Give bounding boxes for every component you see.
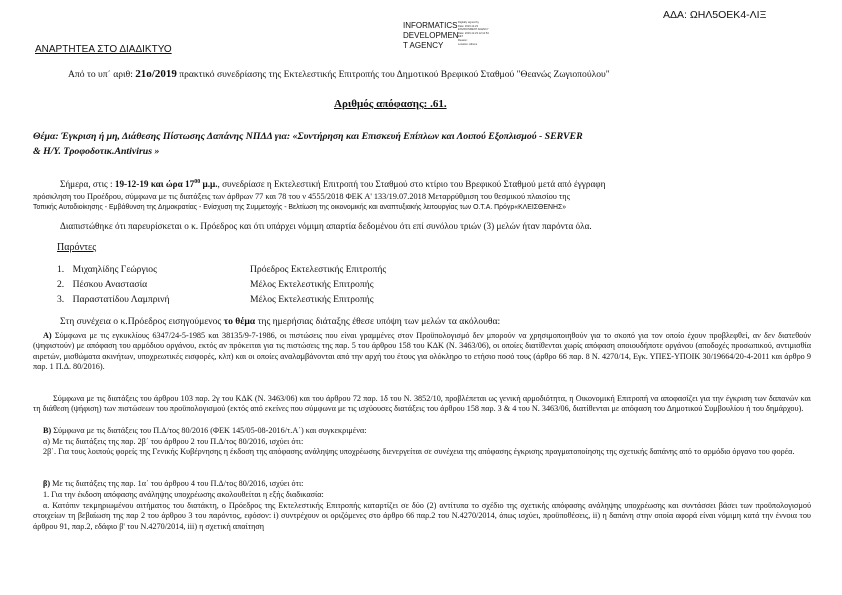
member-row — [57, 294, 170, 305]
para-b-text: Σύμφωνα με τις διατάξεις του άρθρου 103 παρ. 2γ του ΚΔΚ (Ν. 3463/06) και του άρθρου 72 παρ. 1δ του Ν. 3852/10, προβλέπεται ως γενική αρμοδιότητα, η Οικονομική Επιτροπή να αποφασίζει για την έγκριση των δαπανών και τη διάθεση (ψήφιση) των πιστώσεων του προϋπολογισμού (εκτός από εκείνες που σύμφωνα με τις ισχύουσες διατάξεις του άρθρου 158 παρ. 3 & 4 του Ν. 3463/06, διατίθενται με απόφαση του Δημοτικού Συμβουλίου ή του δημάρχου). — [33, 394, 811, 414]
digital-signature-stamp — [458, 21, 489, 46]
member-name: Μιχαηλίδης Γεώργιος — [72, 264, 157, 275]
stamp-line: Digitally signed by — [458, 21, 479, 24]
beta-text: Με τις διατάξεις της παρ. 1α΄ του άρθρου 4 του Π.Δ/τος 80/2016, ισχύει ότι: — [52, 479, 304, 488]
alpha-text: α) Με τις διατάξεις της παρ. 2β΄ του άρθρου 2 του Π.Δ/τος 80/2016, ισχύει ότι: — [43, 437, 304, 446]
beta-line — [33, 479, 811, 489]
ada-code: ΑΔΑ: ΩΗΛ5ΟΕΚ4-ΛΙΞ — [663, 9, 767, 21]
subject-label: Θέμα: — [33, 131, 59, 142]
alpha-line — [33, 437, 811, 447]
decision-number: .61. — [430, 98, 447, 110]
item-a — [33, 501, 811, 532]
alpha-paragraph — [33, 447, 811, 457]
continuation-line — [60, 316, 500, 327]
alpha-paragraph-text: 2β΄. Για τους λοιπούς φορείς της Γενικής Κυβέρνησης η έκδοση της απόφασης ανάληψης υποχρέωσης διενεργείται σε συνέχεια της απόφασης έγκρισης πραγματοποίησης της σχετικής δαπάνης από το αρμόδιο όργανο του φορέα. — [43, 447, 795, 456]
meeting-time-superscript: 00 — [194, 179, 201, 185]
member-num: 3. — [57, 294, 65, 305]
section-b-text: Σύμφωνα με τις διατάξεις του Π.Δ/τος 80/2016 (ΦΕΚ 145/05-08-2016/τ.Α΄) και συγκεκριμένα: — [53, 426, 367, 435]
decision-label: Αριθμός απόφασης: — [334, 98, 428, 110]
stamp-line: ENVIRONMENT AGENCY — [458, 28, 489, 32]
meeting-line-3: Τοπικής Αυτοδιοίκησης - Εμβάθυνση της Δημοκρατίας - Ενίσχυση της Συμμετοχής - Βελτίωση της οικονομικής και αναπτυξιακής λειτουργίας των Ο.Τ.Α. Πρόγρ«ΚΛΕΙΣΘΕΝΗΣ» — [33, 204, 567, 211]
member-role: Πρόεδρος Εκτελεστικής Επιτροπής — [250, 264, 387, 275]
stamp-line: Date: 2019.12.23 — [458, 24, 478, 28]
meeting-line-2: πρόσκληση του Προέδρου, σύμφωνα με τις διατάξεις των άρθρων 77 και 78 του ν 4555/2018 ΦΕΚ Α' 133/19.07.2018 Μεταρρύθμιση του θεσμικού πλαισίου της — [33, 192, 570, 201]
decision-heading — [334, 98, 447, 110]
subject-text-1: Έγκριση ή μη, Διάθεσης Πίστωσης Δαπάνης ΝΠΔΔ για: «Συντήρηση και Επισκευή Επίπλων και Λοιπού Εξοπλισμού - SERVER — [61, 131, 583, 142]
agency-line-1: INFORMATICS — [403, 21, 458, 30]
beta-label: β) — [43, 479, 51, 488]
intro-prefix: Από το υπ΄ αριθ: — [68, 69, 133, 80]
para-a-label: Α) — [43, 331, 52, 340]
member-name: Παραστατίδου Λαμπρινή — [72, 294, 170, 305]
para-a-text: Σύμφωνα με τις εγκυκλίους 6347/24-5-1985 και 38135/9-7-1986, οι πιστώσεις που είναι γραμμένες στον Προϋπολογισμό δεν μπορούν να χρησιμοποιηθούν για το σκοπό για τον οποίο έχουν προβλεφθεί, αν δεν διατεθούν (ψηφιστούν) με απόφαση του αρμόδιου οργάνου, εκτός αν πρόκειται για τις πιστώσεις της παρ. 5 του άρθρου 158 του ΚΔΚ (Ν. 3463/06), οι οποίες διατίθενται χωρίς απόφαση οποιουδήποτε οργάνου (αποδοχές προσωπικού, αντιμισθία αιρετών, μισθώματα ακινήτων, υποχρεωτικές εισφορές, κλπ) και οι οποίες αναλαμβάνονται από την αρχή του έτους για ολόκληρο το ετήσιο ποσό τους (άρθρο 66 παρ. 8 Ν. 4270/14, Εγκ. ΥΠΕΣ-ΥΠΟΙΚ 30/19664/20-4-2011 και άρθρο 9 παρ. 1 Π.Δ. 80/2016). — [33, 331, 812, 371]
agency-line-3: T AGENCY — [403, 41, 444, 50]
item-1 — [33, 490, 811, 500]
posting-note: ΑΝΑΡΤΗΤΕΑ ΣΤΟ ΔΙΑΔΙΚΤΥΟ — [35, 44, 172, 55]
section-b-heading — [33, 426, 811, 436]
meeting-datetime: 19-12-19 και ώρα 17 — [114, 179, 195, 190]
present-title: Παρόντες — [57, 242, 97, 253]
subject-line-2: & Η/Υ. Τροφοδοτικ.Antivirus » — [33, 146, 160, 157]
paragraph-a — [33, 331, 811, 372]
intro-suffix: πρακτικό συνεδρίασης της Εκτελεστικής Επιτροπής του Δημοτικού Βρεφικού Σταθμού "Θεανώς Ζωγιοπούλου" — [179, 69, 610, 80]
continuation-suffix: της ημερήσιας διάταξης έθεσε υπόψη των μελών τα ακόλουθα: — [257, 316, 501, 327]
item-1-text: 1. Για την έκδοση απόφασης ανάληψης υποχρέωσης ακολουθείται η εξής διαδικασία: — [43, 490, 324, 499]
section-b-label: Β) — [43, 426, 52, 435]
stamp-line: Location: Athens — [458, 42, 478, 46]
agency-line-2: DEVELOPMEN — [403, 31, 459, 40]
member-role: Μέλος Εκτελεστικής Επιτροπής — [250, 294, 374, 305]
quorum-text: Διαπιστώθηκε ότι παρευρίσκεται ο κ. Πρόεδρος και ότι υπάρχει νόμιμη απαρτία δεδομένου ότι επί συνόλου τριών (3) μελών ήταν παρόντα όλα. — [60, 221, 592, 231]
member-num: 1. — [57, 264, 65, 275]
meeting-rest: , συνεδρίασε η Εκτελεστική Επιτροπή του Σταθμού στο κτίριο του Βρεφικού Σταθμού μετά από έγγραφη — [217, 179, 606, 190]
item-a-text: α. Κατόπιν τεκμηριωμένου αιτήματος του διατάκτη, ο Πρόεδρος της Εκτελεστικής Επιτροπής καταρτίζει σε δύο (2) αντίτυπα το σχέδιο της σχετικής απόφασης ανάληψης υποχρέωσης και συντάσσει βάσει των προϋπολογισμού στοιχείων τη βεβαίωση της παρ 2 του άρθρου 3 του παρόντος, εφόσον: i) συντρέχουν οι οριζόμενες στο άρθρο 66 παρ.2 του Ν.4270/2014, όπως ισχύει, προϋποθέσεις, ii) η δαπάνη στην οποία αφορά είναι νόμιμη κατά την έννοια του άρθρου 91, παρ.2, εδάφιο β' του Ν.4270/2014, iii) η σχετική απαίτηση — [33, 501, 811, 531]
subject-line-1 — [33, 131, 583, 142]
meeting-line-1 — [60, 179, 605, 189]
stamp-line: EET — [458, 35, 464, 39]
minutes-number: 21ο/2019 — [135, 68, 177, 80]
stamp-line: Reason: — [458, 38, 468, 42]
meeting-prefix: Σήμερα, στις : — [60, 179, 113, 190]
member-row — [57, 279, 147, 290]
paragraph-b — [33, 394, 811, 415]
continuation-prefix: Στη συνέχεια ο κ.Πρόεδρος εισηγούμενος — [60, 316, 222, 327]
member-row — [57, 264, 157, 275]
meeting-pm: μ.μ. — [202, 179, 218, 190]
intro-line — [68, 68, 610, 80]
member-name: Πέσκου Αναστασία — [72, 279, 148, 290]
continuation-bold: το θέμα — [223, 316, 256, 327]
member-num: 2. — [57, 279, 65, 290]
stamp-line: Date: 2019.12.23 12:12:54 — [458, 31, 489, 35]
member-role: Μέλος Εκτελεστικής Επιτροπής — [250, 279, 374, 290]
